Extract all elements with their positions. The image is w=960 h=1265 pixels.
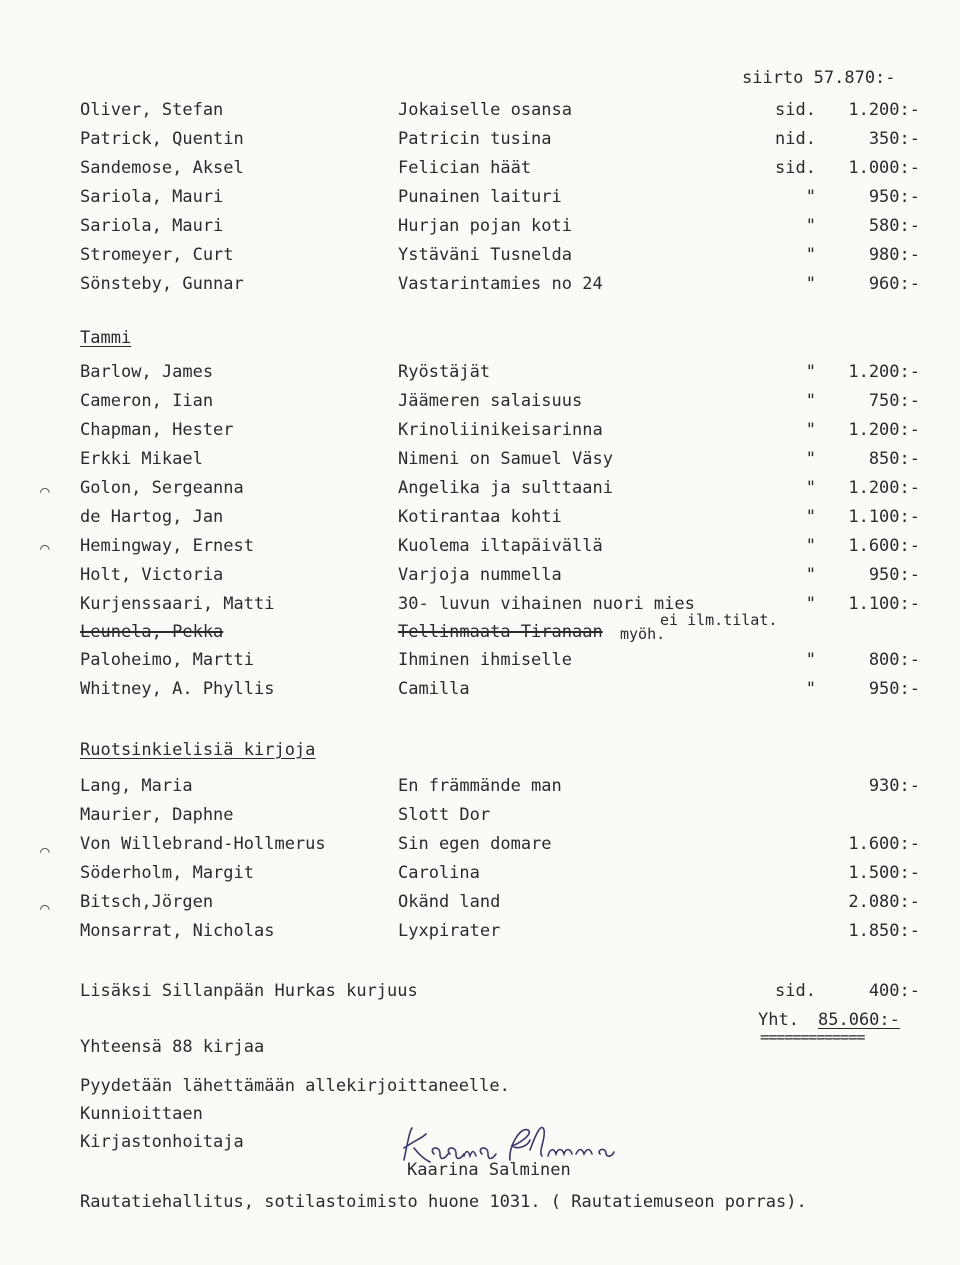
entry-price: 1.850:- xyxy=(848,921,920,941)
entry-author: Oliver, Stefan xyxy=(80,100,224,120)
entry-title: Sin egen domare xyxy=(398,834,552,854)
heading-swedish: Ruotsinkielisiä kirjoja xyxy=(80,740,316,760)
entry-price: 1.600:- xyxy=(848,536,920,556)
entry-price: 950:- xyxy=(868,565,920,585)
entry-title: Punainen laituri xyxy=(398,187,562,207)
entry-title: Varjoja nummella xyxy=(398,565,562,585)
entry-binding-mark: sid. xyxy=(775,100,816,120)
entry-author: Paloheimo, Martti xyxy=(80,650,254,670)
entry-binding-mark: " xyxy=(805,449,816,469)
entry-title: Felician häät xyxy=(398,158,532,178)
entry-title: 30- luvun vihainen nuori mies xyxy=(398,594,695,614)
entry-author: Von Willebrand-Hollmerus xyxy=(80,834,326,854)
closing-regards: Kunnioittaen xyxy=(80,1104,203,1124)
entry-author: Whitney, A. Phyllis xyxy=(80,679,275,699)
margin-check-mark: ⌒ xyxy=(40,841,50,860)
entry-binding-mark: " xyxy=(805,420,816,440)
entry-author: Holt, Victoria xyxy=(80,565,224,585)
entry-title: Kuolema iltapäivällä xyxy=(398,536,603,556)
entry-title: En främmände man xyxy=(398,776,562,796)
entry-title: Camilla xyxy=(398,679,470,699)
entry-price: 800:- xyxy=(868,650,920,670)
entry-price: 1.200:- xyxy=(848,420,920,440)
entry-author: Lang, Maria xyxy=(80,776,193,796)
entry-author: Golon, Sergeanna xyxy=(80,478,244,498)
margin-check-mark: ⌒ xyxy=(40,538,50,557)
entry-title: Patricin tusina xyxy=(398,129,552,149)
entry-title: Jäämeren salaisuus xyxy=(398,391,583,411)
struck-note-1: ei ilm.tilat. xyxy=(660,611,778,629)
heading-tammi: Tammi xyxy=(80,328,132,348)
entry-price: 2.080:- xyxy=(848,892,920,912)
entry-binding-mark: " xyxy=(805,679,816,699)
entry-title: Angelika ja sulttaani xyxy=(398,478,613,498)
entry-title: Lyxpirater xyxy=(398,921,501,941)
entry-title: Ihminen ihmiselle xyxy=(398,650,572,670)
entry-binding-mark: " xyxy=(805,478,816,498)
entry-author: Monsarrat, Nicholas xyxy=(80,921,275,941)
entry-title: Jokaiselle osansa xyxy=(398,100,572,120)
signature-name: Kaarina Salminen xyxy=(407,1160,571,1180)
entry-binding-mark: " xyxy=(805,391,816,411)
entry-binding-mark: " xyxy=(805,507,816,527)
struck-note-2: myöh. xyxy=(620,625,666,643)
entry-title: Ryöstäjät xyxy=(398,362,491,382)
entry-price: 1.200:- xyxy=(848,100,920,120)
entry-author: Patrick, Quentin xyxy=(80,129,244,149)
extra-line: Lisäksi Sillanpään Hurkas kurjuus xyxy=(80,981,418,1001)
entry-price: 950:- xyxy=(868,679,920,699)
entry-author: Sönsteby, Gunnar xyxy=(80,274,244,294)
closing-request: Pyydetään lähettämään allekirjoittaneelle. xyxy=(80,1076,510,1096)
entry-author: Maurier, Daphne xyxy=(80,805,234,825)
struck-title: Tellinmaata Tiranaan xyxy=(398,622,603,642)
entry-price: 1.500:- xyxy=(848,863,920,883)
entry-price: 850:- xyxy=(868,449,920,469)
entry-binding-mark: " xyxy=(805,245,816,265)
entry-author: de Hartog, Jan xyxy=(80,507,224,527)
entry-binding-mark: " xyxy=(805,565,816,585)
entry-author: Kurjenssaari, Matti xyxy=(80,594,275,614)
total-label: Yht. xyxy=(758,1010,799,1030)
address-line: Rautatiehallitus, sotilastoimisto huone 1031. ( Rautatiemuseon porras). xyxy=(80,1192,807,1212)
entry-title: Ystäväni Tusnelda xyxy=(398,245,572,265)
entry-price: 1.000:- xyxy=(848,158,920,178)
entry-price: 750:- xyxy=(868,391,920,411)
entry-title: Nimeni on Samuel Väsy xyxy=(398,449,613,469)
entry-price: 950:- xyxy=(868,187,920,207)
struck-author: Leunela, Pekka xyxy=(80,622,224,642)
entry-title: Hurjan pojan koti xyxy=(398,216,572,236)
entry-title: Krinoliinikeisarinna xyxy=(398,420,603,440)
entry-price: 980:- xyxy=(868,245,920,265)
entry-author: Sariola, Mauri xyxy=(80,187,224,207)
entry-price: 350:- xyxy=(868,129,920,149)
entry-author: Chapman, Hester xyxy=(80,420,234,440)
entry-binding-mark: " xyxy=(805,536,816,556)
closing-role: Kirjastonhoitaja xyxy=(80,1132,244,1152)
entry-title: Slott Dor xyxy=(398,805,491,825)
entry-price: 1.100:- xyxy=(848,594,920,614)
entry-author: Söderholm, Margit xyxy=(80,863,254,883)
entry-author: Cameron, Iian xyxy=(80,391,214,411)
carried-total: siirto 57.870:- xyxy=(742,68,896,88)
entry-price: 1.200:- xyxy=(848,478,920,498)
entry-title: Okänd land xyxy=(398,892,501,912)
entry-price: 580:- xyxy=(868,216,920,236)
entry-price: 960:- xyxy=(868,274,920,294)
entry-author: Hemingway, Ernest xyxy=(80,536,254,556)
entry-author: Barlow, James xyxy=(80,362,214,382)
total-double-underline: ============= xyxy=(760,1028,865,1046)
entry-author: Sariola, Mauri xyxy=(80,216,224,236)
extra-price: 400:- xyxy=(868,981,920,1001)
entry-binding-mark: " xyxy=(805,216,816,236)
entry-binding-mark: " xyxy=(805,362,816,382)
margin-check-mark: ⌒ xyxy=(40,481,50,500)
entry-price: 1.100:- xyxy=(848,507,920,527)
entry-binding-mark: nid. xyxy=(775,129,816,149)
entry-author: Bitsch,Jörgen xyxy=(80,892,214,912)
entry-binding-mark: " xyxy=(805,594,816,614)
entry-price: 1.200:- xyxy=(848,362,920,382)
entry-binding-mark: " xyxy=(805,650,816,670)
entry-author: Erkki Mikael xyxy=(80,449,203,469)
entry-binding-mark: " xyxy=(805,274,816,294)
entry-author: Sandemose, Aksel xyxy=(80,158,244,178)
entry-binding-mark: " xyxy=(805,187,816,207)
entry-title: Kotirantaa kohti xyxy=(398,507,562,527)
entry-price: 1.600:- xyxy=(848,834,920,854)
book-count: Yhteensä 88 kirjaa xyxy=(80,1037,265,1057)
entry-author: Stromeyer, Curt xyxy=(80,245,234,265)
entry-price: 930:- xyxy=(868,776,920,796)
total-value: 85.060:- xyxy=(818,1010,900,1030)
entry-binding-mark: sid. xyxy=(775,158,816,178)
extra-mark: sid. xyxy=(775,981,816,1001)
entry-title: Carolina xyxy=(398,863,480,883)
margin-check-mark: ⌒ xyxy=(40,898,50,917)
entry-title: Vastarintamies no 24 xyxy=(398,274,603,294)
